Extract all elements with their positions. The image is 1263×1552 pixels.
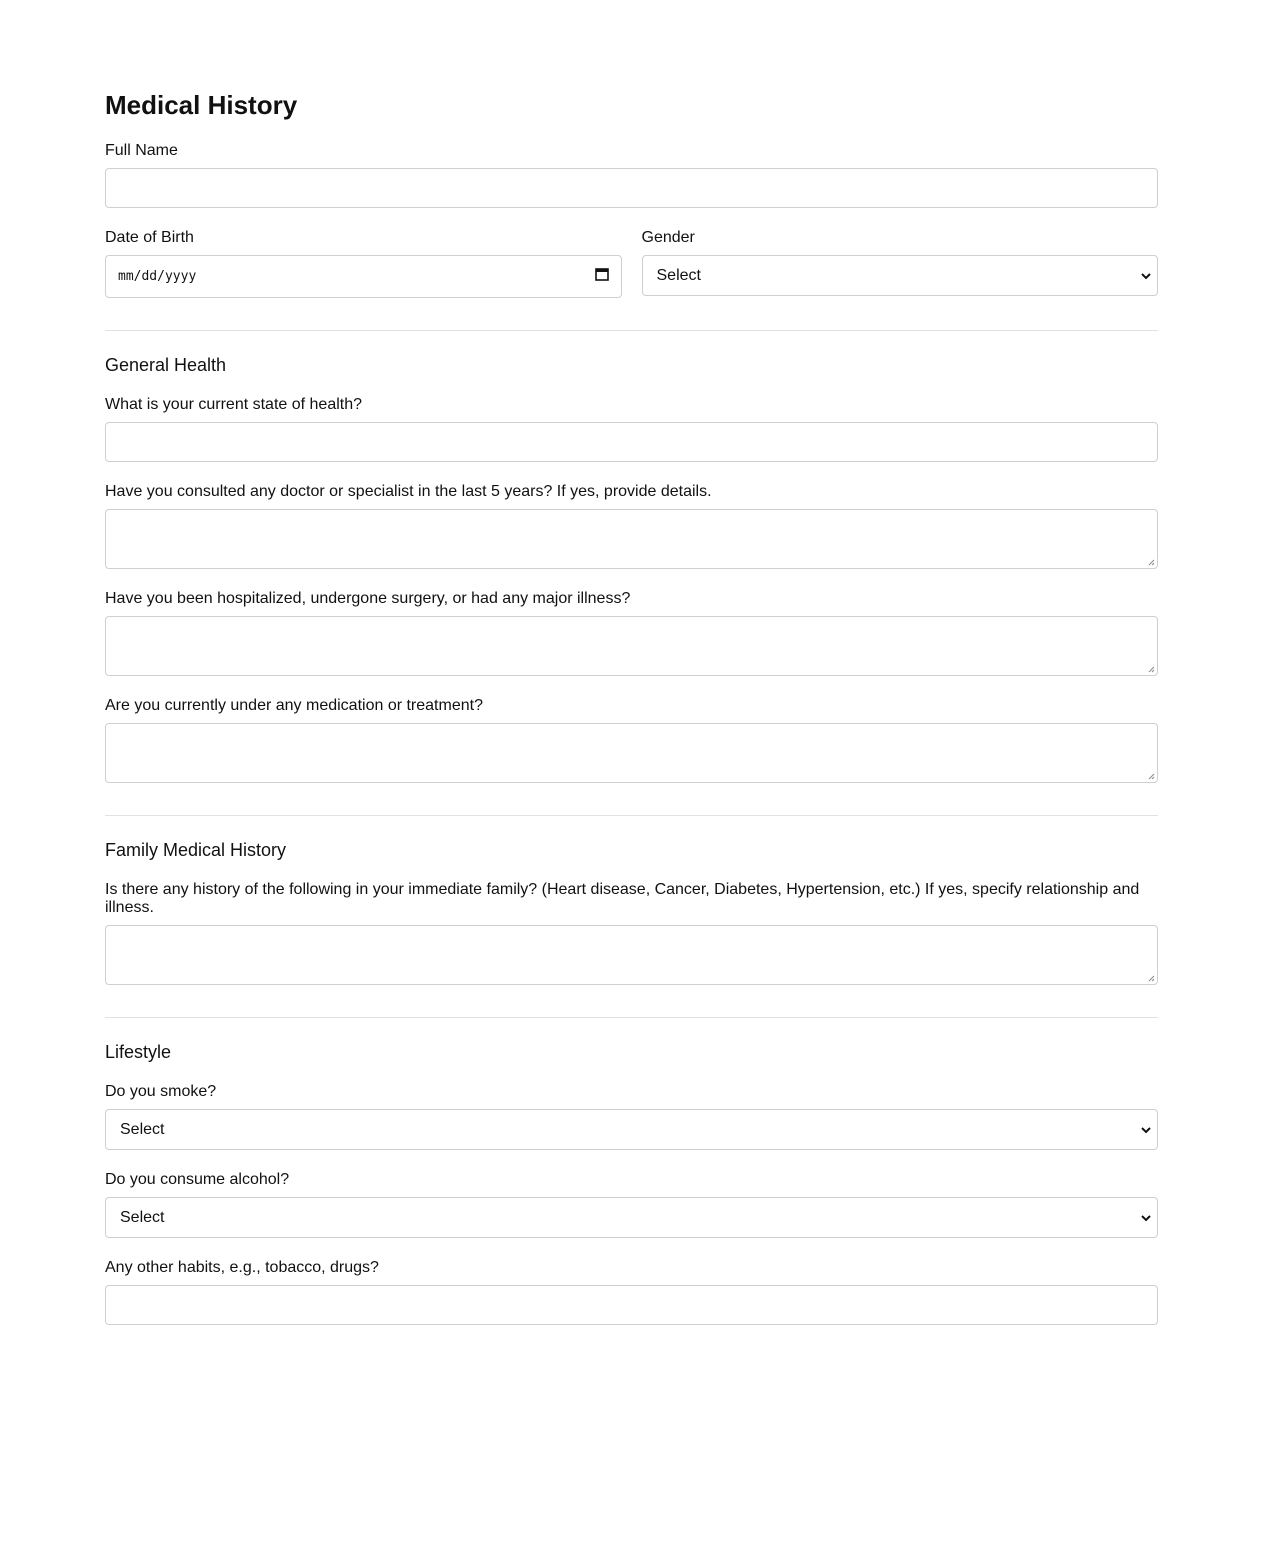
current-health-label: What is your current state of health? — [105, 396, 363, 413]
resize-handle-icon[interactable] — [1147, 974, 1155, 982]
other-habits-label: Any other habits, e.g., tobacco, drugs? — [105, 1259, 379, 1276]
hospitalized-textarea[interactable] — [105, 616, 1158, 676]
dob-label: Date of Birth — [105, 229, 194, 246]
dob-placeholder: mm/dd/yyyy — [118, 269, 197, 284]
smoke-select[interactable] — [105, 1109, 1158, 1150]
resize-handle-icon[interactable] — [1147, 558, 1155, 566]
medication-label: Are you currently under any medication or treatment? — [105, 697, 483, 714]
hospitalized-label: Have you been hospitalized, undergone surgery, or had any major illness? — [105, 590, 631, 607]
chevron-down-icon — [1141, 267, 1151, 285]
alcohol-select[interactable] — [105, 1197, 1158, 1238]
section-divider — [105, 815, 1158, 816]
smoke-label: Do you smoke? — [105, 1083, 217, 1100]
alcohol-selected: Select — [120, 1208, 165, 1226]
consulted-doctor-textarea[interactable] — [105, 509, 1158, 569]
medical-history-form — [105, 0, 1158, 1325]
general-health-heading: General Health — [105, 355, 227, 375]
resize-handle-icon[interactable] — [1147, 772, 1155, 780]
hospitalized-field — [105, 590, 1158, 676]
calendar-icon[interactable] — [595, 267, 609, 286]
alcohol-label: Do you consume alcohol? — [105, 1171, 290, 1188]
full-name-field — [105, 142, 1158, 208]
family-history-textarea[interactable] — [105, 925, 1158, 985]
dob-input[interactable] — [105, 255, 622, 298]
chevron-down-icon — [1141, 1209, 1151, 1227]
family-history-heading: Family Medical History — [105, 840, 287, 860]
section-divider — [105, 330, 1158, 331]
section-divider — [105, 1017, 1158, 1018]
page-title: Medical History — [105, 90, 298, 120]
dob-field — [105, 229, 622, 298]
resize-handle-icon[interactable] — [1147, 665, 1155, 673]
family-history-label: Is there any history of the following in your immediate family? (Heart disease, Cancer, Diabetes, Hypertension, etc.) If yes, specify relationship and illness. — [105, 881, 1140, 916]
family-history-field — [105, 881, 1158, 985]
full-name-input[interactable] — [105, 168, 1158, 208]
lifestyle-heading: Lifestyle — [105, 1042, 172, 1062]
other-habits-input[interactable] — [105, 1285, 1158, 1325]
gender-field — [642, 229, 1159, 298]
medication-field — [105, 697, 1158, 783]
smoke-selected: Select — [120, 1120, 165, 1138]
consulted-doctor-label: Have you consulted any doctor or specialist in the last 5 years? If yes, provide details. — [105, 483, 712, 500]
medication-textarea[interactable] — [105, 723, 1158, 783]
chevron-down-icon — [1141, 1121, 1151, 1139]
current-health-input[interactable] — [105, 422, 1158, 462]
current-health-field — [105, 396, 1158, 462]
gender-label: Gender — [641, 229, 695, 246]
dob-gender-row — [105, 229, 1158, 298]
consulted-doctor-field — [105, 483, 1158, 569]
gender-select[interactable] — [642, 255, 1159, 296]
full-name-label: Full Name — [105, 142, 178, 159]
other-habits-field — [105, 1259, 1158, 1325]
smoke-field — [105, 1083, 1158, 1150]
gender-selected: Select — [656, 266, 701, 284]
alcohol-field — [105, 1171, 1158, 1238]
